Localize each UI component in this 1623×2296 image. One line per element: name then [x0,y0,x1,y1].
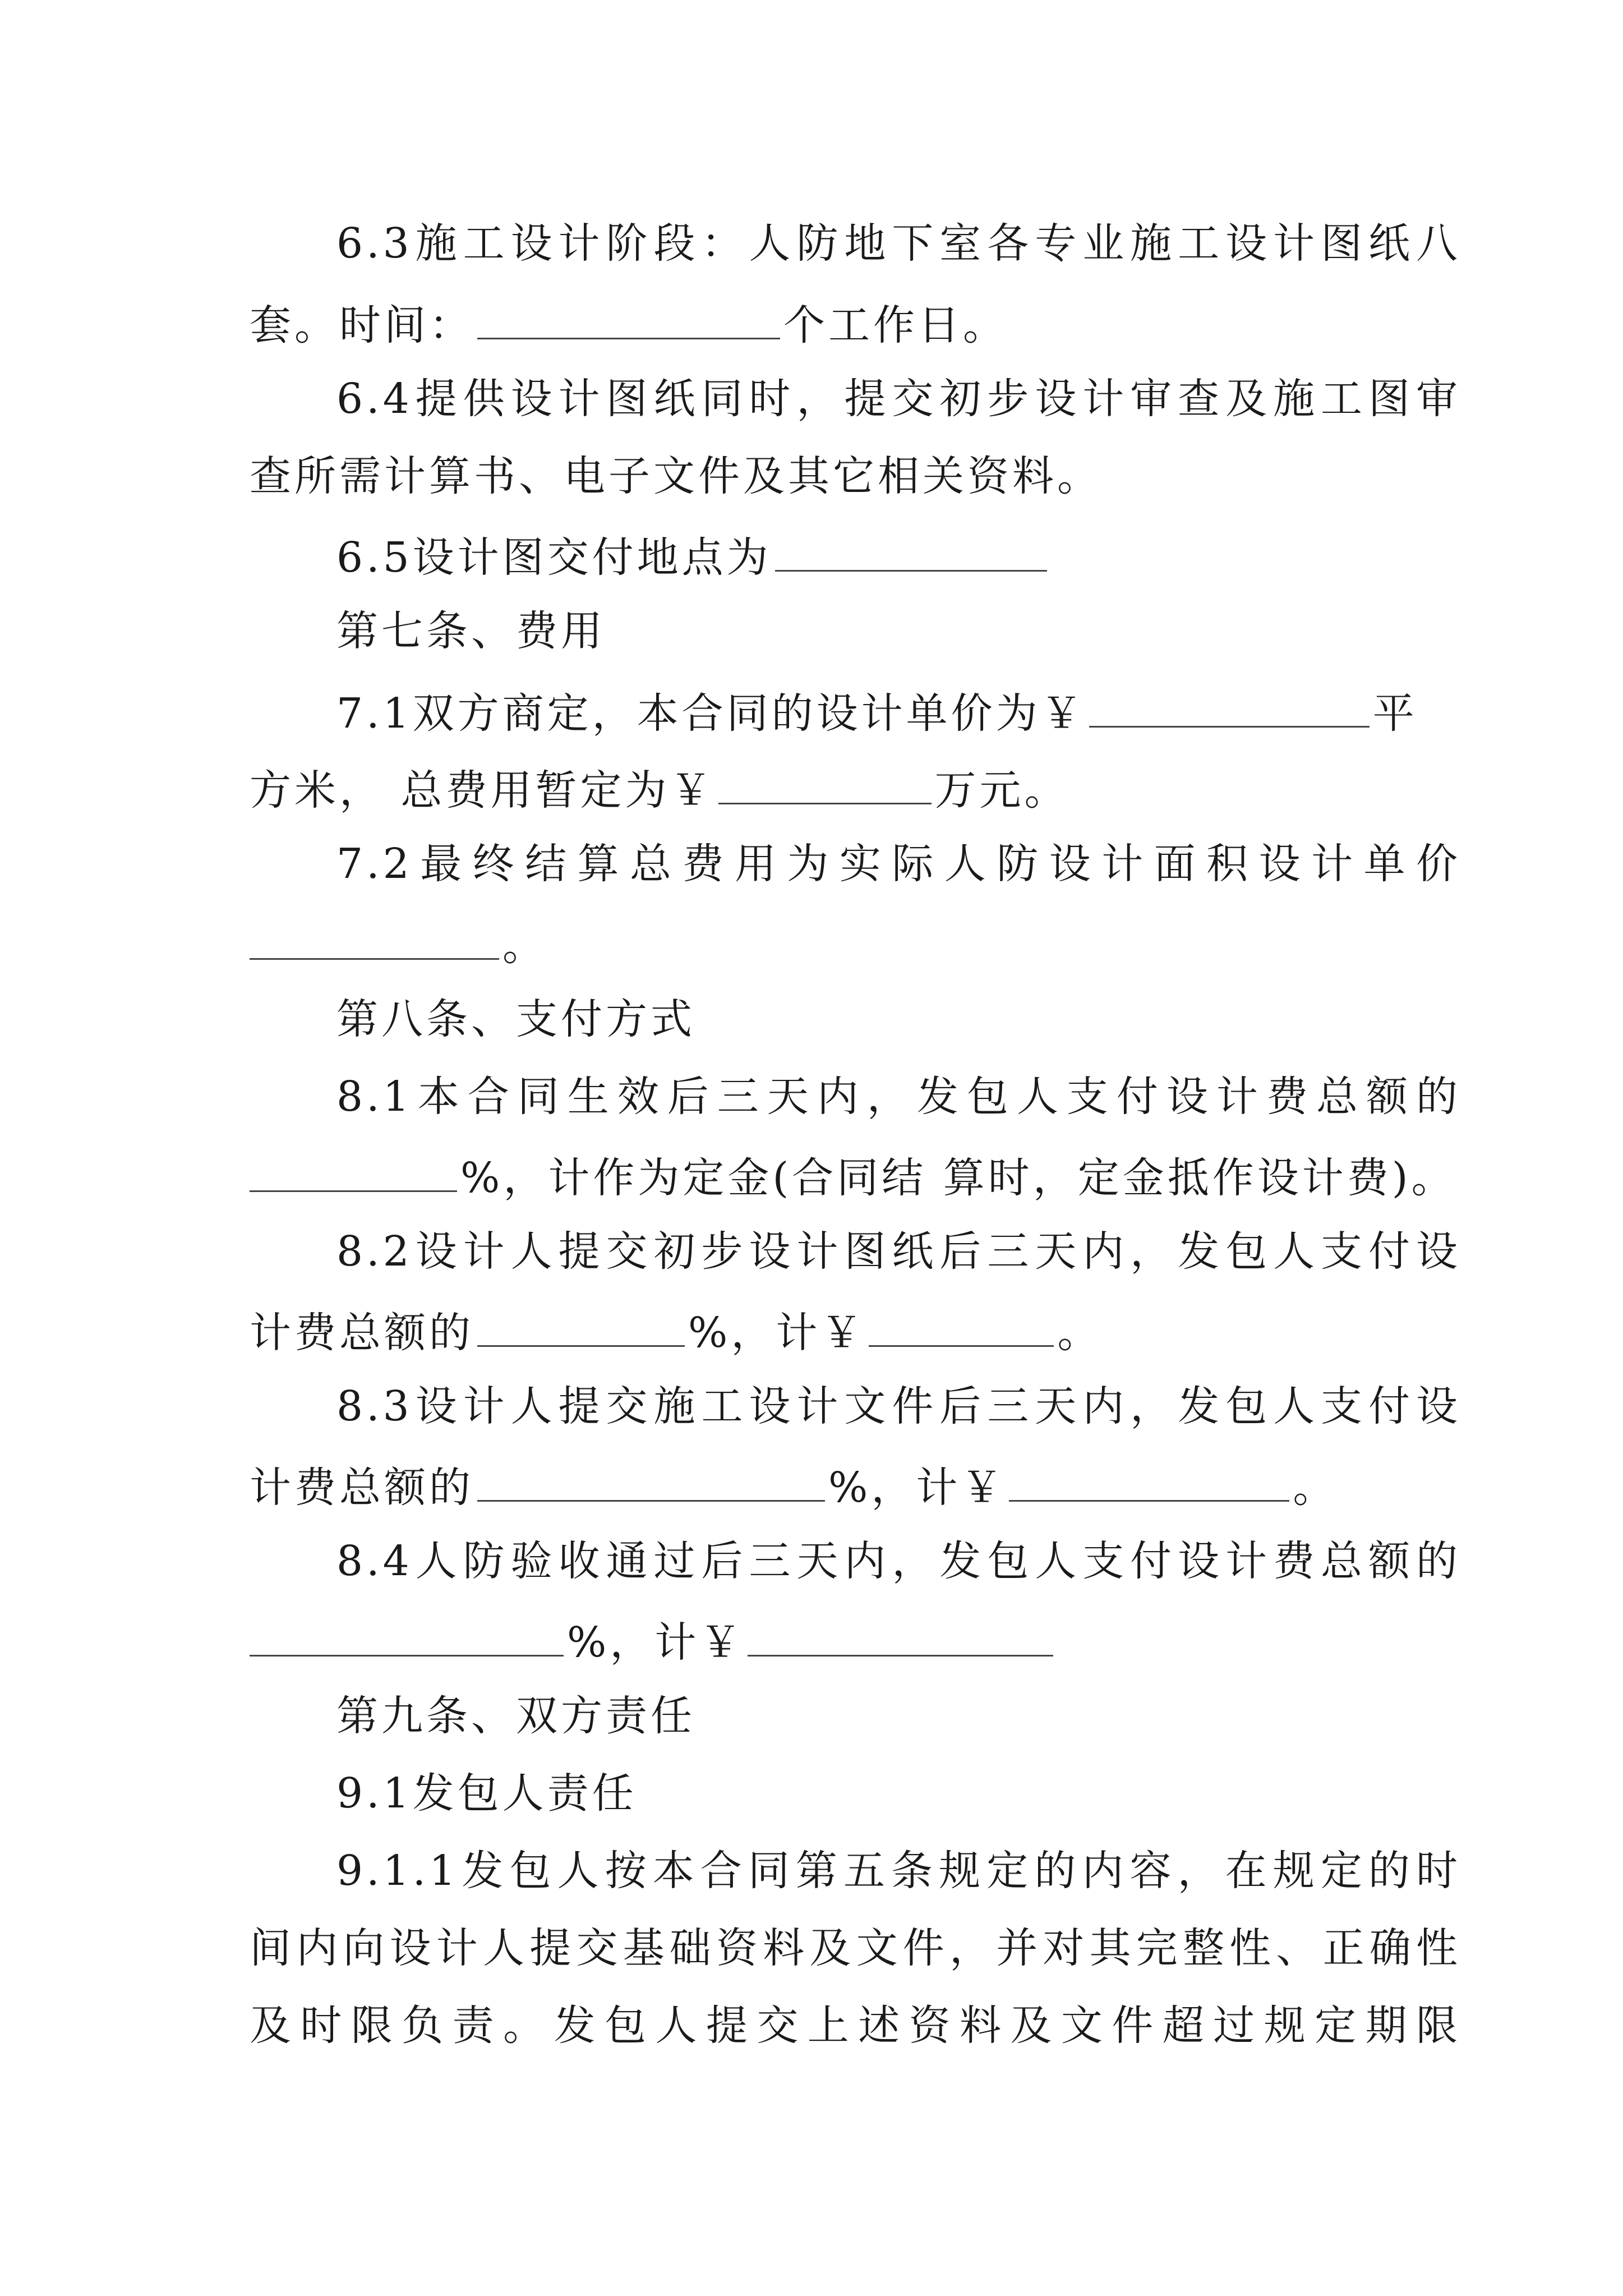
clause-6-3-line-1: 6.3施工设计阶段：人防地下室各专业施工设计图纸八 [336,219,1461,268]
clause-7-2-line-1: 7.2最终结算总费用为实际人防设计面积设计单价 [336,840,1461,888]
blank-field-8-3-percent[interactable] [477,1463,825,1502]
clause-7-1-line-2: 方米， 总费用暂定为￥ 万元。 [250,766,1069,815]
clause-8-4-line-1: 8.4人防验收通过后三天内，发包人支付设计费总额的 [336,1537,1461,1585]
blank-field-8-4-percent[interactable] [250,1618,564,1657]
clause-8-2-line-2: 计费总额的 %，计￥ 。 [250,1309,1103,1357]
clause-9-1-1-line-1: 9.1.1发包人按本合同第五条规定的内容，在规定的时 [336,1847,1461,1895]
clause-6-3-line-2: 套。时间： 个工作日。 [250,301,1008,349]
clause-8-1-line-2: %，计作为定金(合同结 算时，定金抵作设计费)。 [250,1153,1456,1199]
blank-field-8-3-amount[interactable] [1009,1463,1289,1502]
blank-field-unit-price[interactable] [1089,689,1370,728]
clause-7-2-line-2: 。 [250,921,547,967]
clause-9-1-heading: 9.1发包人责任 [336,1769,637,1818]
clause-9-1-1-line-3: 及时限负责。发包人提交上述资料及文件超过规定期限 [250,2001,1461,2050]
clause-6-5: 6.5设计图交付地点为 [336,533,1050,578]
clause-9-1-1-line-2: 间内向设计人提交基础资料及文件，并对其完整性、正确性 [250,1924,1461,1972]
blank-field-working-days[interactable] [477,301,780,339]
blank-field-deposit-percent[interactable] [250,1153,457,1192]
clause-6-4-line-1: 6.4提供设计图纸同时，提交初步设计审查及施工图审 [336,375,1461,423]
blank-field-total-fee[interactable] [718,766,932,804]
article-7-heading: 第七条、费用 [336,607,606,655]
clause-7-1-line-1: 7.1双方商定，本合同的设计单价为￥ 平 [336,689,1418,738]
article-8-heading: 第八条、支付方式 [336,995,695,1043]
clause-6-4-line-2: 查所需计算书、电子文件及其它相关资料。 [250,452,1102,500]
blank-field-delivery-place[interactable] [775,533,1047,572]
blank-field-8-2-amount[interactable] [869,1308,1054,1347]
clause-8-3-line-1: 8.3设计人提交施工设计文件后三天内，发包人支付设 [336,1382,1461,1430]
blank-field-8-2-percent[interactable] [477,1308,685,1347]
clause-8-2-line-1: 8.2设计人提交初步设计图纸后三天内，发包人支付设 [336,1227,1461,1276]
blank-field-8-4-amount[interactable] [748,1618,1053,1657]
clause-8-3-line-2: 计费总额的 %，计￥ 。 [250,1464,1338,1512]
clause-8-4-line-2: %，计￥ [250,1618,1057,1663]
clause-8-1-line-1: 8.1本合同生效后三天内，发包人支付设计费总额的 [336,1073,1461,1121]
blank-field-final-unit-price[interactable] [250,921,499,960]
article-9-heading: 第九条、双方责任 [336,1692,695,1740]
